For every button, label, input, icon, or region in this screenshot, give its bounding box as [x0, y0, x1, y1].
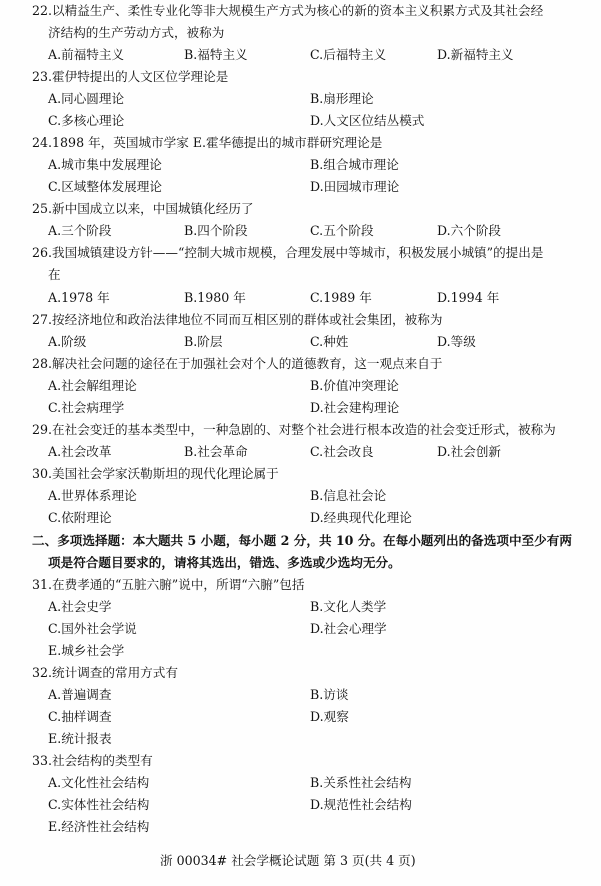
q22-stem-text-2: 济结构的生产劳动方式，被称为	[48, 25, 225, 40]
q31-option-c: C.国外社会学说	[48, 621, 137, 636]
q33-option-e: E.经济性社会结构	[48, 819, 150, 834]
question-31-options-row1	[0, 596, 601, 618]
q29-option-a: A.社会改革	[48, 444, 112, 459]
question-24-options-row2	[0, 176, 601, 198]
section-2-heading-line1	[0, 530, 601, 552]
q28-option-a: A.社会解组理论	[48, 378, 137, 393]
q29-option-c: C.社会改良	[310, 444, 374, 459]
question-32-options-row2	[0, 706, 601, 728]
q22-option-c: C.后福特主义	[310, 47, 387, 62]
q27-option-d: D.等级	[437, 334, 476, 349]
q30-option-d: D.经典现代化理论	[310, 510, 412, 525]
q29-option-b: B.社会革命	[184, 444, 248, 459]
q22-option-a: A.前福特主义	[48, 47, 125, 62]
question-32-options-row3	[0, 728, 601, 750]
q31-option-d: D.社会心理学	[310, 621, 387, 636]
q26-stem-text-1: 26.我国城镇建设方针——“控制大城市规模，合理发展中等城市，积极发展小城镇”的提出是	[32, 245, 544, 260]
question-22-options	[0, 44, 601, 66]
q32-option-a: A.普遍调查	[48, 687, 112, 702]
q28-option-c: C.社会病理学	[48, 400, 125, 415]
section-2-heading-line2	[0, 552, 601, 574]
q23-option-c: C.多核心理论	[48, 113, 125, 128]
q26-option-c: C.1989 年	[310, 290, 372, 305]
question-22-stem-line2	[0, 22, 601, 44]
question-30-options-row2	[0, 507, 601, 529]
q30-stem-text: 30.美国社会学家沃勒斯坦的现代化理论属于	[32, 466, 279, 481]
question-31-stem	[0, 574, 601, 596]
q22-option-b: B.福特主义	[184, 47, 248, 62]
q31-stem-text: 31.在费孝通的“五脏六腑”说中，所谓“六腑”包括	[32, 577, 305, 592]
q24-option-d: D.田园城市理论	[310, 179, 400, 194]
q30-option-b: B.信息社会论	[310, 488, 387, 503]
question-22-stem-line1	[0, 0, 601, 22]
question-27-options	[0, 331, 601, 353]
page-footer	[0, 850, 601, 872]
q28-option-d: D.社会建构理论	[310, 400, 400, 415]
question-25-stem	[0, 198, 601, 220]
question-30-stem	[0, 463, 601, 485]
question-33-options-row3	[0, 816, 601, 838]
q27-option-c: C.种姓	[310, 334, 349, 349]
q23-option-b: B.扇形理论	[310, 91, 374, 106]
q25-option-c: C.五个阶段	[310, 223, 374, 238]
question-28-options-row2	[0, 397, 601, 419]
q33-option-b: B.关系性社会结构	[310, 775, 412, 790]
q33-option-d: D.规范性社会结构	[310, 797, 412, 812]
question-27-stem	[0, 309, 601, 331]
question-31-options-row2	[0, 618, 601, 640]
q33-option-a: A.文化性社会结构	[48, 775, 150, 790]
q28-option-b: B.价值冲突理论	[310, 378, 399, 393]
q32-option-c: C.抽样调查	[48, 709, 112, 724]
q30-option-c: C.依附理论	[48, 510, 112, 525]
q29-stem-text: 29.在社会变迁的基本类型中，一种急剧的、对整个社会进行根本改造的社会变迁形式，被称为	[32, 422, 556, 437]
q32-stem-text: 32.统计调查的常用方式有	[32, 665, 178, 680]
q32-option-e: E.统计报表	[48, 731, 112, 746]
question-23-options-row1	[0, 88, 601, 110]
q23-stem-text: 23.霍伊特提出的人文区位学理论是	[32, 69, 229, 84]
q23-option-d: D.人文区位结丛模式	[310, 113, 425, 128]
q25-option-d: D.六个阶段	[437, 223, 502, 238]
q22-stem-text-1: 22.以精益生产、柔性专业化等非大规模生产方式为核心的新的资本主义积累方式及其社会经	[32, 3, 544, 18]
q26-stem-text-2: 在	[48, 267, 61, 282]
q31-option-a: A.社会史学	[48, 599, 112, 614]
q25-option-a: A.三个阶段	[48, 223, 112, 238]
q26-option-a: A.1978 年	[48, 290, 110, 305]
q25-stem-text: 25.新中国成立以来，中国城镇化经历了	[32, 201, 254, 216]
question-26-options	[0, 287, 601, 309]
q24-option-b: B.组合城市理论	[310, 157, 399, 172]
section-2-heading-text-1: 二、多项选择题：本大题共 5 小题，每小题 2 分，共 10 分。在每小题列出的备选项中至少有两	[32, 533, 572, 548]
question-31-options-row3	[0, 640, 601, 662]
question-23-options-row2	[0, 110, 601, 132]
footer-text: 浙 00034# 社会学概论试题 第 3 页(共 4 页)	[160, 853, 416, 868]
q28-stem-text: 28.解决社会问题的途径在于加强社会对个人的道德教育，这一观点来自于	[32, 356, 443, 371]
question-26-stem-line1	[0, 242, 601, 264]
q31-option-b: B.文化人类学	[310, 599, 387, 614]
q23-option-a: A.同心圆理论	[48, 91, 125, 106]
q24-stem-text: 24.1898 年，英国城市学家 E.霍华德提出的城市群研究理论是	[32, 135, 383, 150]
q32-option-b: B.访谈	[310, 687, 349, 702]
q27-stem-text: 27.按经济地位和政治法律地位不同而互相区别的群体或社会集团，被称为	[32, 312, 443, 327]
question-28-options-row1	[0, 375, 601, 397]
q33-option-c: C.实体性社会结构	[48, 797, 150, 812]
question-33-options-row1	[0, 772, 601, 794]
q24-option-a: A.城市集中发展理论	[48, 157, 162, 172]
q26-option-b: B.1980 年	[184, 290, 246, 305]
section-2-heading-text-2: 项是符合题目要求的，请将其选出，错选、多选或少选均无分。	[48, 555, 401, 570]
q32-option-d: D.观察	[310, 709, 349, 724]
question-32-stem	[0, 662, 601, 684]
q22-option-d: D.新福特主义	[437, 47, 514, 62]
question-29-options	[0, 441, 601, 463]
question-28-stem	[0, 353, 601, 375]
question-25-options	[0, 220, 601, 242]
question-33-stem	[0, 750, 601, 772]
q25-option-b: B.四个阶段	[184, 223, 248, 238]
question-26-stem-line2	[0, 264, 601, 286]
question-29-stem	[0, 419, 601, 441]
q33-stem-text: 33.社会结构的类型有	[32, 753, 153, 768]
q26-option-d: D.1994 年	[437, 290, 500, 305]
question-30-options-row1	[0, 485, 601, 507]
q27-option-b: B.阶层	[184, 334, 223, 349]
question-24-stem	[0, 132, 601, 154]
q24-option-c: C.区域整体发展理论	[48, 179, 162, 194]
question-33-options-row2	[0, 794, 601, 816]
q27-option-a: A.阶级	[48, 334, 87, 349]
question-32-options-row1	[0, 684, 601, 706]
q31-option-e: E.城乡社会学	[48, 643, 125, 658]
q30-option-a: A.世界体系理论	[48, 488, 137, 503]
q29-option-d: D.社会创新	[437, 444, 502, 459]
question-24-options-row1	[0, 154, 601, 176]
question-23-stem	[0, 66, 601, 88]
